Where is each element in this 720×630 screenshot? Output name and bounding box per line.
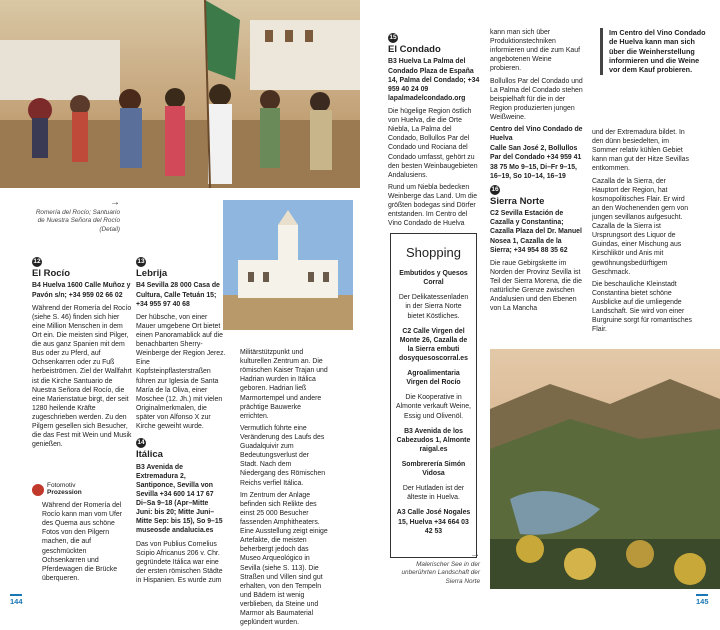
shop-desc: Der Hutladen ist der älteste in Huelva. [402,485,465,502]
shop-facts: A3 Calle José Nogales 15, Huelva +34 664 03 42 53 [396,509,471,535]
sierra-cont-column [592,128,692,337]
entry-number: 16 [491,185,499,193]
entry-body: Das von Publius Cornelius Scipio Africanus 206 v. Chr. gegründete Itálica war eine der ersten römischen Städte in Hispanien. Es wurde zum [136,540,223,584]
entry-body: Die raue Gebirgskette im Norden der Provinz Sevilla ist Teil der Sierra Morena, die die natürliche Grenze zwischen Andalusien und den Ebenen von La Mancha [490,259,582,313]
entry-title: Lebrija [136,268,168,279]
shopping-box [390,233,477,558]
shopping-item [396,369,471,454]
shop-desc: Die Kooperative in Almonte verkauft Weine, Essig und Olivenöl. [396,394,471,420]
entry-number: 12 [33,258,41,265]
fotomotiv-title: Prozession [47,489,82,497]
shopping-title: Shopping [406,245,461,260]
entry-title: El Condado [388,44,441,55]
entry-body: Die beschauliche Kleinstadt Constantina bietet schöne Ausblicke auf die umliegende Landschaft. Sie wird von einer Burgruine sorgt für romantisches Flair. [592,280,692,334]
shop-facts: C2 Calle Virgen del Monte 26, Cazalla de la Sierra embuti dosyquesoscorral.es [399,327,468,363]
page-number-rule [696,594,708,596]
left-page [0,0,360,627]
lebrija-column [136,257,226,588]
centro-title: Centro del Vino Condado de Huelva [490,126,583,143]
entry-body: Vermutlich führte eine Veränderung des Laufs des Guadalquivir zum Bedeutungsverlust der Stadt. Nach dem Niedergang des Römischen Reichs verfiel Itálica. [240,424,326,487]
entry-body: und der Extremadura bildet. In den dünn besiedelten, im Sommer relativ kühlen Gebiet kann man gut der Hitze Sevillas entkommen. [592,129,689,173]
sierra-photo [490,349,720,589]
arrow-right-icon: → [110,197,120,208]
condado-column [388,33,480,231]
shopping-item [396,460,471,536]
entry-facts: B3 Huelva La Palma del Condado Plaza de España 14, Palma del Condado; +34 959 40 24 09 lapalmadelcondado.org [388,58,480,102]
page-number: 144 [10,597,23,606]
entry-body: Die hügelige Region östlich von Huelva, die die Orte Niebla, La Palma del Condado, Bollullos Par del Condado und Rociana del Condado umfasst, gehört zu den besten Weinbaugebieten Andalusiens. [388,107,478,179]
rocio-column [32,257,132,452]
sierra-column [490,28,584,316]
entry-facts: B4 Sevilla 28 000 Casa de Cultura, Calle Tetuán 15; +34 955 97 40 68 [136,282,220,308]
shopping-item [396,269,471,363]
entry-title: Sierra Norte [490,195,545,207]
pull-quote: Im Centro del Vino Condado de Huelva kann man sich über die Weinherstellung informieren und die Weine vor dem Kauf probieren. [600,28,710,75]
italica-column [240,348,328,630]
entry-facts: B4 Huelva 1600 Calle Muñoz y Pavón s/n; +34 959 02 66 02 [32,282,131,299]
entry-body: Während der Romería del Rocío (siehe S. 46) finden sich hier eine Million Menschen in dem Ort ein. Die meisten sind Pilger, die aus ganz Spanien mit dem Bus oder zu Pferd, auf Ochsenkarren oder zu Fuß herbeiströmen. Ziel der Wallfahrt ist die Kirche Santuario de Nuestra Señora del Rocío, die eine Marienstatue birgt, der seit 1280 heilende Kräfte zugeschrieben werden. Zu den Pilgern gesellen sich Besucher, die das Fest mit Wein und Musik genießen. [32,304,132,449]
entry-body: Der hübsche, von einer Mauer umgebene Ort bietet einen Panoramablick auf die benachbarten Sherry-Weinberge der Region Jerez. Eine Kopfsteinpflasterstraßen führen zur Iglesia de Santa María de la Oliva, einer Moschee (12. Jh.) mit vielen Originalmerkmalen, die später von Alfonso X zur Kirche geweiht wurde. [136,313,226,431]
fotomotiv-body: Während der Romería del Rocío kann man vom Ufer des Quema aus schöne Fotos von den Pilgern machen, die auf geschmückten Ochsenkarren und Pferdewagen die Brücke überqueren. [42,502,123,582]
entry-body: Bollullos Par del Condado und La Palma del Condado stehen beispielhaft für die in der Region produzierten jungen Weißweine. [490,77,583,121]
entry-body: Im Zentrum der Anlage befinden sich Relikte des einst 25 000 Besucher fassenden Amphitheaters. Eine Ausstellung zeigt einige Artefakte, die meisten beherbergt jedoch das Museo Arqueológico in Sevilla (siehe S. 113). Die Straßen und Villen sind gut erhalten, von den Tempeln und Bädern ist wenig verblieben, da Steine und Marmor als Baumaterial geplündert wurden. [240,491,328,627]
entry-number: 14 [137,439,145,447]
page-number-rule [10,594,22,596]
centro-facts: Calle San José 2, Bollullos Par del Condado +34 959 41 38 75 Mo 9–15, Di–Fr 9–15, 16–19, So 10–14, 16–19 [490,145,582,180]
romeria-photo [0,0,360,188]
shop-name: Embutidos y Quesos Corral [399,270,468,287]
fotomotiv-label: Fotomotiv [47,482,76,489]
santuario-photo [223,200,353,330]
entry-number: 15 [389,34,397,41]
camera-icon [32,484,44,496]
shop-name: Sombrerería Simón Vidosa [401,461,466,478]
romeria-caption: → Romería del Rocío; Santuario de Nuestra Señora del Rocío (Detail) [35,197,120,233]
right-page [360,0,720,609]
entry-body: kann man sich über Produktionstechniken informieren und die zum Kauf angebotenen Weine probieren. [490,29,581,73]
entry-body: Cazalla de la Sierra, der Hauptort der Region, hat kosmopolitisches Flair. Er wird an den Wochenenden gern von jungen sevillanos aufgesucht. Cazalla de la Sierra ist Ursprungsort des Liquor de Guindas, einer Mischung aus Kirschlikör und Anis mit gewöhnungsbedürftigem Geschmack. [592,177,689,276]
entry-body: Rund um Niebla bedecken Weinberge das Land. Um die größten bodegas sind Dörfer entstanden. Im Centro del Vino Condado de Huelva [388,183,478,228]
shop-facts: B3 Avenida de los Cabezudos 1, Almonte raigal.es [396,427,471,453]
entry-title: Itálica [136,449,163,461]
shop-name: Agroalimentaria Virgen del Rocío [406,370,461,387]
sierra-caption: → Malerischer See in der unberührten Landschaft der Sierra Norte [401,549,480,585]
entry-body: Militärstützpunkt und kulturellen Zentrum an. Die römischen Kaiser Trajan und Hadrian wurden in Itálica geboren. Hadrian ließ Marmortempel und andere prächtige Bauwerke errichten. [240,349,328,420]
entry-facts: B3 Avenida de Extremadura 2, Santiponce, Sevilla von Sevilla +34 600 14 17 67 Di–Sa 9–18 (Apr–Mitte Juni: bis 20; Mitte Juni–Mitte Sep: bis 15), So 9–15 museosde andalucia.es [136,463,223,535]
entry-title: El Rocío [32,268,71,279]
shop-desc: Der Delikatessenladen in der Sierra Norte bietet Köstliches. [398,294,469,320]
entry-number: 13 [137,258,145,265]
page-number: 145 [696,597,709,606]
arrow-right-icon: → [470,549,480,560]
entry-facts: C2 Sevilla Estación de Cazalla y Constantina; Cazalla Plaza del Dr. Manuel Nosea 1, Cazalla de la Sierra; +34 954 88 35 62 [490,210,582,254]
